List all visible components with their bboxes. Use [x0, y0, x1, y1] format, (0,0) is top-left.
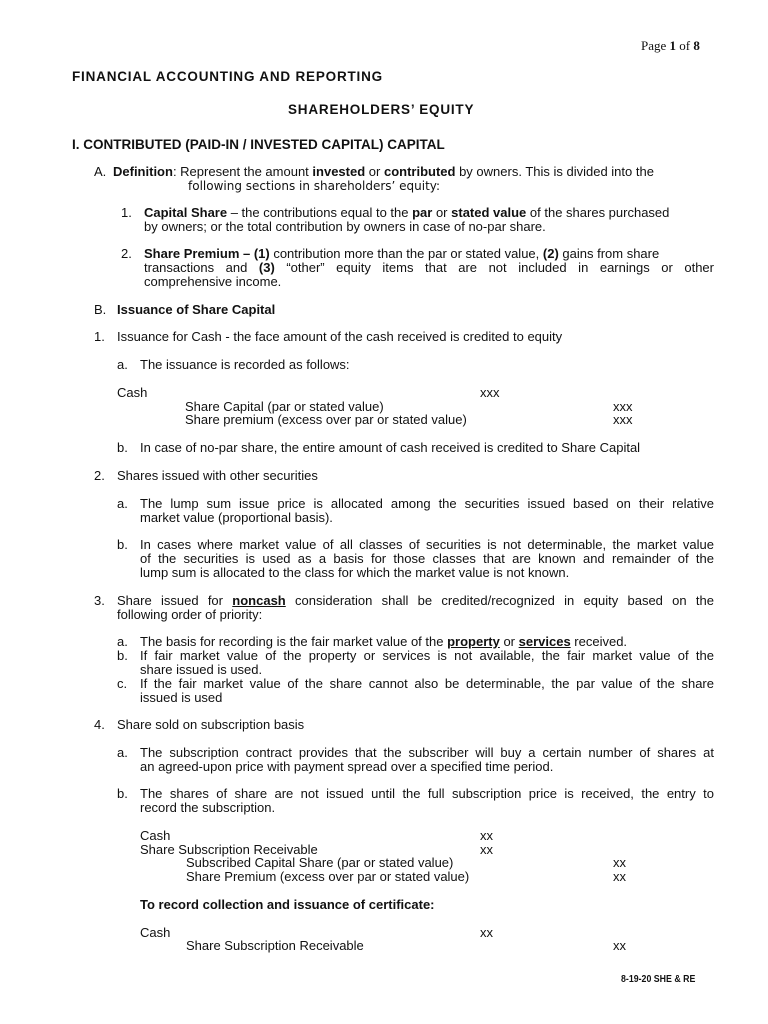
list-marker: b. — [117, 786, 128, 801]
journal-account: Subscribed Capital Share (par or stated value) — [186, 855, 454, 870]
journal-credit: xxx — [613, 399, 633, 414]
list-item: The lump sum issue price is allocated among the securities issued based on their relative — [140, 496, 714, 511]
journal-account: Cash — [140, 925, 171, 940]
journal-account: Cash — [117, 385, 148, 400]
journal-credit: xx — [613, 869, 626, 884]
list-marker: 1. — [121, 205, 132, 220]
document-subtitle: SHAREHOLDERS’ EQUITY — [288, 102, 475, 117]
journal-credit: xx — [613, 938, 626, 953]
list-item: issued is used — [140, 690, 223, 705]
list-marker: 2. — [94, 468, 105, 483]
journal-account: Share premium (excess over par or stated value) — [185, 412, 467, 427]
list-item: In case of no-par share, the entire amount of cash received is credited to Share Capital — [140, 440, 641, 455]
journal-debit: xxx — [480, 385, 500, 400]
share-premium-continuation: transactions and (3) “other” equity items that are not included in earnings or other — [144, 260, 714, 275]
list-marker: b. — [117, 440, 128, 455]
document-title: FINANCIAL ACCOUNTING AND REPORTING — [72, 69, 383, 84]
list-item: If fair market value of the property or services is not available, the fair market value of the — [140, 648, 714, 663]
capital-share-continuation: by owners; or the total contribution by owners in case of no-par share. — [144, 219, 546, 234]
list-marker: b. — [117, 537, 128, 552]
list-marker: a. — [117, 496, 128, 511]
journal-debit: xx — [480, 925, 493, 940]
journal-account: Share Subscription Receivable — [140, 842, 318, 857]
list-marker: c. — [117, 676, 128, 691]
list-item: lump sum is allocated to the class for which the market value is not known. — [140, 565, 570, 580]
journal-account: Cash — [140, 828, 171, 843]
list-item: The issuance is recorded as follows: — [140, 357, 350, 372]
list-item: following order of priority: — [117, 607, 263, 622]
share-premium-text: Share Premium – (1) contribution more than the par or stated value, (2) gains from share — [144, 246, 660, 261]
list-marker: a. — [117, 634, 128, 649]
list-item: record the subscription. — [140, 800, 276, 815]
entry-heading: To record collection and issuance of certificate: — [140, 897, 435, 912]
definition-continuation: following sections in shareholders’ equity: — [188, 179, 441, 193]
definition-text: Definition: Represent the amount invested or contributed by owners. This is divided into the — [113, 164, 654, 179]
journal-account: Share Premium (excess over par or stated value) — [186, 869, 470, 884]
list-item: Issuance for Cash - the face amount of the cash received is credited to equity — [117, 329, 563, 344]
capital-share-text: Capital Share – the contributions equal to the par or stated value of the shares purchased — [144, 205, 670, 220]
subsection-heading: Issuance of Share Capital — [117, 302, 276, 317]
journal-debit: xx — [480, 828, 493, 843]
list-item: The shares of share are not issued until the full subscription price is received, the entry to — [140, 786, 714, 801]
share-premium-continuation: comprehensive income. — [144, 274, 282, 289]
list-marker: A. — [94, 164, 107, 179]
list-item: The basis for recording is the fair market value of the property or services received. — [140, 634, 628, 649]
section-heading: I. CONTRIBUTED (PAID-IN / INVESTED CAPITAL) CAPITAL — [72, 137, 445, 152]
journal-credit: xxx — [613, 412, 633, 427]
list-item: In cases where market value of all classes of securities is not determinable, the market value — [140, 537, 714, 552]
list-item: of the securities is used as a basis for those classes that are known and remainder of the — [140, 551, 714, 566]
list-marker: b. — [117, 648, 128, 663]
list-marker: 1. — [94, 329, 105, 344]
page-number: Page 1 of 8 — [641, 38, 700, 53]
journal-account: Share Capital (par or stated value) — [185, 399, 384, 414]
footer-code: 8-19-20 SHE & RE — [621, 974, 696, 985]
list-marker: B. — [94, 302, 107, 317]
list-marker: 3. — [94, 593, 105, 608]
list-item: The subscription contract provides that the subscriber will buy a certain number of shares at — [140, 745, 714, 760]
list-item: share issued is used. — [140, 662, 263, 677]
list-item: Share sold on subscription basis — [117, 717, 305, 732]
journal-account: Share Subscription Receivable — [186, 938, 364, 953]
list-marker: a. — [117, 745, 128, 760]
journal-credit: xx — [613, 855, 626, 870]
journal-debit: xx — [480, 842, 493, 857]
list-item: Share issued for noncash consideration shall be credited/recognized in equity based on the — [117, 593, 714, 608]
list-item: an agreed-upon price with payment spread over a specified time period. — [140, 759, 554, 774]
list-marker: 2. — [121, 246, 132, 261]
list-marker: 4. — [94, 717, 105, 732]
list-item: If the fair market value of the share cannot also be determinable, the par value of the share — [140, 676, 714, 691]
list-item: market value (proportional basis). — [140, 510, 333, 525]
list-item: Shares issued with other securities — [117, 468, 318, 483]
list-marker: a. — [117, 357, 128, 372]
